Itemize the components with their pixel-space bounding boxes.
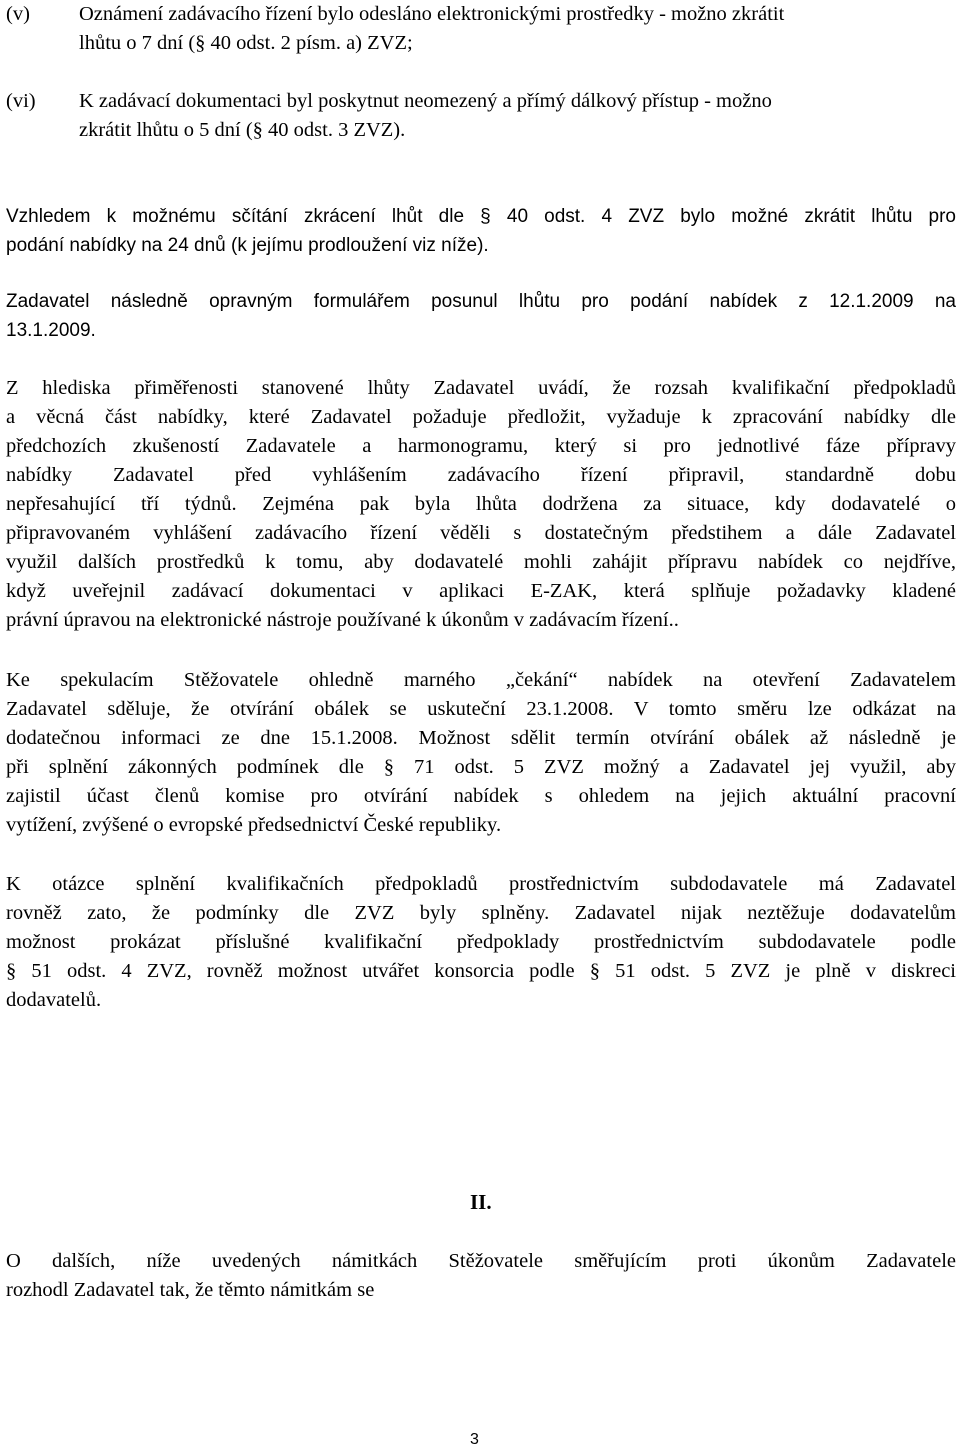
text-line: Z hlediska přiměřenosti stanovené lhůty Zadavatel uvádí, že rozsah kvalifikační předpokladů [6,377,956,399]
text-line: při splnění zákonných podmínek dle § 71 odst. 5 ZVZ možný a Zadavatel jej využil, aby [6,756,956,778]
list-item-number: (vi) [6,90,36,112]
list-item-text [79,87,956,144]
text-line: využil dalších prostředků k tomu, aby dodavatelé mohli zahájit přípravu nabídek co nejdříve, [6,551,956,573]
text-line: Zadavatel sděluje, že otvírání obálek se uskuteční 23.1.2008. V tomto směru lze odkázat na [6,698,956,720]
paragraph-deadline-reduction [6,202,956,260]
text-line: O dalších, níže uvedených námitkách Stěžovatele směřujícím proti úkonům Zadavatele [6,1250,956,1272]
text-line: rozhodl Zadavatel tak, že těmto námitkám se [6,1279,375,1301]
text-line: 13.1.2009. [6,320,96,341]
text-line: lhůtu o 7 dní (§ 40 odst. 2 písm. a) ZVZ; [79,31,413,54]
text-line: K otázce splnění kvalifikačních předpokladů prostřednictvím subdodavatele má Zadavatel [6,873,956,895]
paragraph-closing [6,1247,956,1305]
text-line: a věcná část nabídky, které Zadavatel požaduje předložit, vyžaduje k zpracování nabídky dle [6,406,956,428]
text-line: vytížení, zvýšené o evropské předsednictví České republiky. [6,814,502,836]
text-line: § 51 odst. 4 ZVZ, rovněž možnost utvářet konsorcia podle § 51 odst. 5 ZVZ je plně v diskreci [6,960,956,982]
section-heading: II. [470,1190,492,1214]
text-line: Ke spekulacím Stěžovatele ohledně marného „čekání“ nabídek na otevření Zadavatelem [6,669,956,691]
text-line: rovněž zato, že podmínky dle ZVZ byly splněny. Zadavatel nijak neztěžuje dodavatelům [6,902,956,924]
text-line: podání nabídky na 24 dnů (k jejímu prodloužení viz níže). [6,235,489,256]
text-line: možnost prokázat příslušné kvalifikační předpoklady prostřednictvím subdodavatele podle [6,931,956,953]
paragraph-deadline-shift [6,287,956,345]
paragraph-speculation [6,666,956,840]
text-line: zkrátit lhůtu o 5 dní (§ 40 odst. 3 ZVZ). [79,118,406,141]
list-item-text [79,0,956,57]
page-number: 3 [470,1431,479,1448]
text-line: připravovaném vyhlášení zadávacího řízení věděli s dostatečným předstihem a dále Zadavatel [6,522,956,544]
text-line: nabídky Zadavatel před vyhlášením zadávacího řízení připravil, standardně dobu [6,464,956,486]
text-line: dodavatelů. [6,989,102,1011]
text-line: dodatečnou informaci ze dne 15.1.2008. Možnost sdělit termín otvírání obálek až následně je [6,727,956,749]
paragraph-qualification [6,870,956,1015]
text-line: právní úpravou na elektronické nástroje používané k úkonům v zadávacím řízení.. [6,609,679,631]
text-line: předchozích zkušeností Zadavatele a harmonogramu, který si pro jednotlivé fáze přípravy [6,435,956,457]
text-line: Vzhledem k možnému sčítání zkrácení lhůt dle § 40 odst. 4 ZVZ bylo možné zkrátit lhůtu pro [6,206,956,227]
text-line: Zadavatel následně opravným formulářem posunul lhůtu pro podání nabídek z 12.1.2009 na [6,291,956,312]
text-line: když uveřejnil zadávací dokumentaci v aplikaci E-ZAK, která splňuje požadavky kladené [6,580,956,602]
paragraph-adequacy [6,374,956,635]
text-line: nepřesahující tří týdnů. Zejména pak byla lhůta dodržena za situace, kdy dodavatelé o [6,493,956,515]
text-line: Oznámení zadávacího řízení bylo odesláno elektronickými prostředky - možno zkrátit [79,3,785,25]
list-item-number: (v) [6,3,30,25]
text-line: K zadávací dokumentaci byl poskytnut neomezený a přímý dálkový přístup - možno [79,90,772,112]
text-line: zajistil účast členů komise pro otvírání nabídek s ohledem na jejich aktuální pracovní [6,785,956,807]
